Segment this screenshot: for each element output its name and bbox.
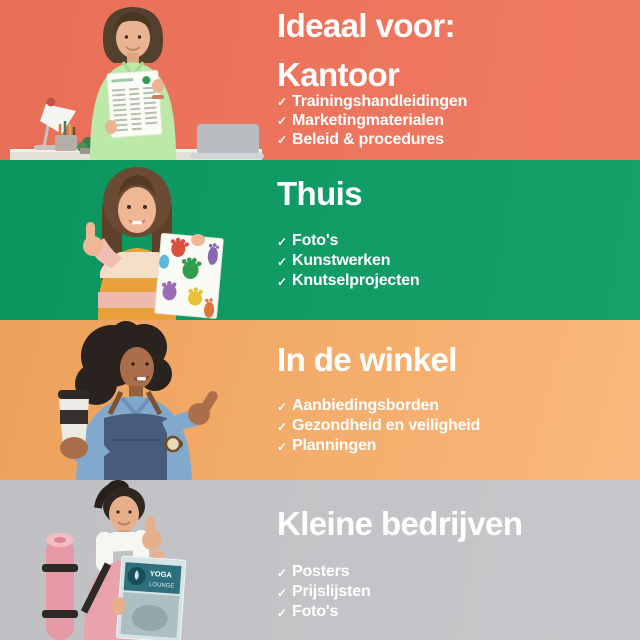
checklist-thuis xyxy=(277,231,420,291)
check-icon: ✓ xyxy=(277,235,287,249)
section-thuis xyxy=(0,160,640,320)
check-item xyxy=(277,436,480,456)
check-item xyxy=(277,92,467,111)
check-icon: ✓ xyxy=(277,275,287,289)
check-item xyxy=(277,562,371,582)
check-icon: ✓ xyxy=(277,255,287,269)
photo-girl-artwork xyxy=(0,160,270,320)
check-item xyxy=(277,231,420,251)
office-woman xyxy=(90,7,176,160)
check-icon: ✓ xyxy=(277,420,287,434)
heading-kleine-bedrijven: Kleine bedrijven xyxy=(277,505,523,542)
heading-thuis: Thuis xyxy=(277,175,362,212)
photo-office-woman xyxy=(0,0,270,160)
laminated-poster xyxy=(116,556,186,640)
check-icon: ✓ xyxy=(277,586,287,600)
checklist-kantoor xyxy=(277,92,467,149)
photo-yoga-woman xyxy=(0,480,270,640)
photo-barista-woman xyxy=(0,320,270,480)
check-icon: ✓ xyxy=(277,606,287,620)
apron xyxy=(104,414,167,481)
page-title: Ideaal voor: xyxy=(277,7,456,44)
check-item-label: Knutselprojecten xyxy=(292,272,420,289)
check-item xyxy=(277,582,371,602)
check-item xyxy=(277,251,420,271)
check-item-label: Aanbiedingsborden xyxy=(292,397,439,414)
check-item-label: Foto's xyxy=(292,232,339,249)
check-item-label: Prijslijsten xyxy=(292,583,371,600)
yoga-mat-icon xyxy=(42,533,78,640)
check-icon: ✓ xyxy=(277,400,287,414)
poster-title: YOGA xyxy=(149,568,173,580)
check-item-label: Beleid & procedures xyxy=(292,131,444,148)
check-item-label: Posters xyxy=(292,563,350,580)
check-icon: ✓ xyxy=(277,95,287,109)
check-icon: ✓ xyxy=(277,114,287,128)
checklist-in-de-winkel xyxy=(277,396,480,456)
check-item xyxy=(277,111,467,130)
section-kleine-bedrijven xyxy=(0,480,640,640)
check-item xyxy=(277,130,467,149)
heading-in-de-winkel: In de winkel xyxy=(277,341,457,378)
gripping-hand xyxy=(112,597,126,615)
poster-subtitle: LOUNGE xyxy=(148,581,175,590)
check-item xyxy=(277,396,480,416)
laptop-icon xyxy=(190,124,264,159)
check-item-label: Marketingmaterialen xyxy=(292,112,444,129)
artwork-sheet xyxy=(155,233,224,318)
check-item xyxy=(277,602,371,622)
check-item xyxy=(277,271,420,291)
check-item xyxy=(277,416,480,436)
check-icon: ✓ xyxy=(277,133,287,147)
check-item-label: Kunstwerken xyxy=(292,252,391,269)
section-in-de-winkel xyxy=(0,320,640,480)
check-item-label: Trainingshandleidingen xyxy=(292,93,468,110)
checklist-kleine-bedrijven xyxy=(277,562,371,622)
section-kantoor xyxy=(0,0,640,160)
heading-kantoor: Kantoor xyxy=(277,56,400,93)
gripping-hand xyxy=(191,234,205,246)
check-item-label: Gezondheid en veiligheid xyxy=(292,417,481,434)
check-icon: ✓ xyxy=(277,440,287,454)
check-icon: ✓ xyxy=(277,566,287,580)
check-item-label: Foto's xyxy=(292,603,339,620)
check-item-label: Planningen xyxy=(292,437,377,454)
barista-woman xyxy=(58,321,220,480)
